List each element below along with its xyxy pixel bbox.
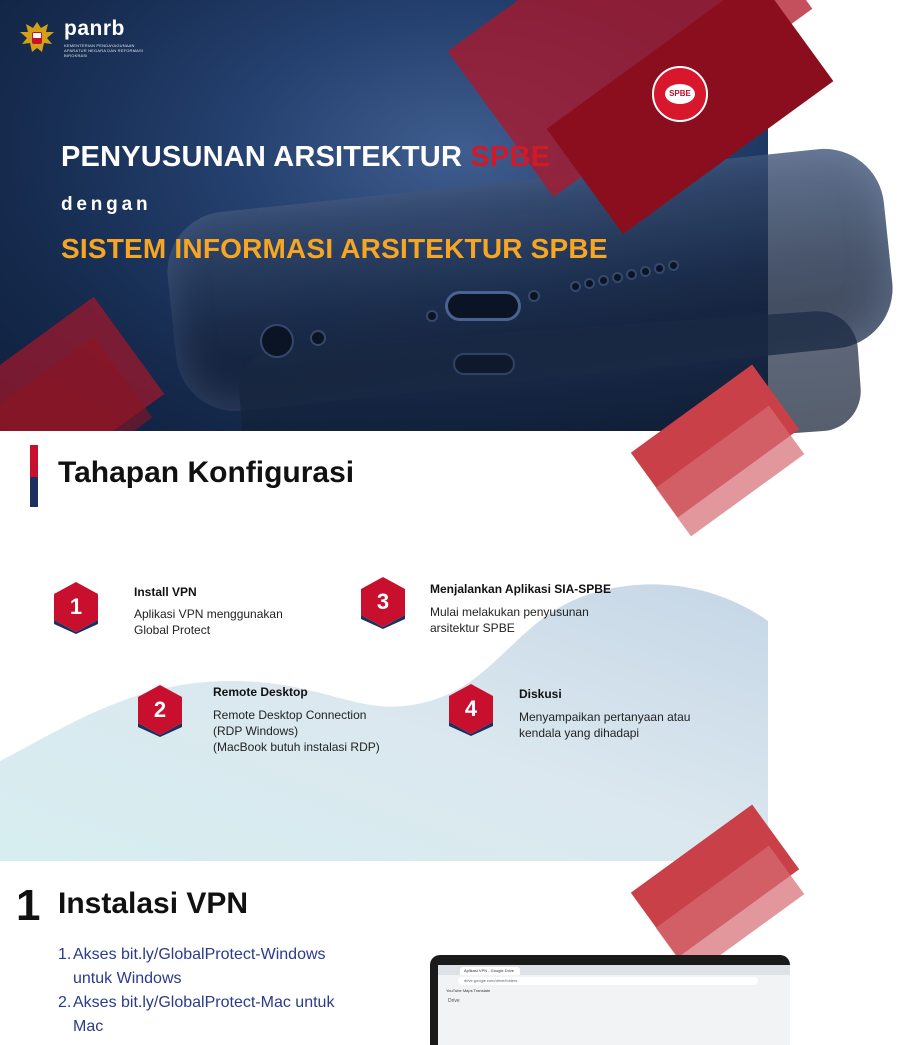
step-4-title: Diskusi <box>519 687 562 701</box>
panrb-logo <box>16 18 150 60</box>
speaker-hole <box>614 274 621 281</box>
browser-bookmarks: YouTube Maps Translate <box>446 988 491 993</box>
browser-url-bar: drive.google.com/drive/folders <box>458 977 758 985</box>
vpn-instructions-list <box>58 943 378 1039</box>
phone-port-image <box>448 294 518 318</box>
step-2-badge <box>136 683 184 737</box>
brand-subtitle: KEMENTERIAN PENDAYAGUNAAN APARATUR NEGARA DAN REFORMASI BIROKRASI <box>64 43 144 58</box>
heading-accent-red <box>30 445 38 479</box>
step-desc-line: Global Protect <box>134 623 211 637</box>
step-desc-line: Mulai melakukan penyusunan <box>430 605 589 619</box>
step-3-title: Menjalankan Aplikasi SIA-SPBE <box>430 582 611 596</box>
step-desc-line: Remote Desktop Connection <box>213 708 367 722</box>
step-number: 2 <box>153 697 167 722</box>
step-1-desc <box>134 606 283 638</box>
step-2-desc <box>213 707 380 755</box>
step-3-desc <box>430 604 589 636</box>
speaker-hole <box>600 277 607 284</box>
speaker-hole <box>642 268 649 275</box>
vpn-heading: Instalasi VPN <box>58 887 249 920</box>
cover-title <box>61 141 550 174</box>
step-1-badge <box>52 580 100 634</box>
browser-screenshot <box>430 955 790 1045</box>
list-link[interactable]: Akses bit.ly/GlobalProtect-Windows <box>73 946 326 963</box>
step-2-title: Remote Desktop <box>213 685 308 699</box>
vpn-install-slide <box>0 861 768 1035</box>
step-desc-line: kendala yang dihadapi <box>519 726 640 740</box>
configuration-steps-slide <box>0 431 768 861</box>
step-1-title: Install VPN <box>134 585 197 599</box>
steps-heading: Tahapan Konfigurasi <box>58 456 355 489</box>
screw-image <box>312 332 324 344</box>
step-desc-line: (RDP Windows) <box>213 724 299 738</box>
step-4-desc <box>519 709 690 741</box>
headphone-jack-image <box>262 326 292 356</box>
list-item <box>58 943 378 991</box>
drive-label: Drive <box>448 998 460 1004</box>
browser-tab: Aplikasi VPN - Google Drive <box>460 967 520 975</box>
garuda-emblem-icon <box>16 18 58 60</box>
screw-image <box>530 292 538 300</box>
step-desc-line: Aplikasi VPN menggunakan <box>134 607 283 621</box>
step-number: 4 <box>464 696 478 721</box>
cover-title-main: PENYUSUNAN ARSITEKTUR <box>61 141 471 173</box>
cover-connector: dengan <box>61 194 152 215</box>
speaker-hole <box>670 262 677 269</box>
wave-background <box>0 431 768 861</box>
step-number: 3 <box>376 589 390 614</box>
list-number: 1. <box>58 946 72 963</box>
seal-text: SPBE <box>665 84 695 104</box>
speaker-hole <box>572 283 579 290</box>
brand-name: panrb <box>64 17 125 40</box>
speaker-hole <box>586 280 593 287</box>
step-desc-line: Menyampaikan pertanyaan atau <box>519 710 691 724</box>
speaker-hole <box>628 271 635 278</box>
browser-tabbar <box>438 965 790 975</box>
phone-port-reflection-image <box>455 355 513 373</box>
list-item <box>58 991 378 1039</box>
list-text: Mac <box>73 1018 104 1035</box>
cover-title-highlight: SPBE <box>470 141 551 173</box>
list-number: 2. <box>58 994 72 1011</box>
list-link[interactable]: Akses bit.ly/GlobalProtect-Mac untuk <box>73 994 335 1011</box>
browser-window <box>438 965 790 1045</box>
step-desc-line: arsitektur SPBE <box>430 621 515 635</box>
speaker-hole <box>656 265 663 272</box>
section-number: 1 <box>16 881 41 930</box>
list-text: untuk Windows <box>73 970 182 987</box>
step-4-badge <box>447 682 495 736</box>
step-number: 1 <box>69 594 83 619</box>
cover-subtitle: SISTEM INFORMASI ARSITEKTUR SPBE <box>61 233 608 264</box>
step-desc-line: (MacBook butuh instalasi RDP) <box>213 740 380 754</box>
cover-slide <box>0 0 768 431</box>
heading-accent-navy <box>30 477 38 507</box>
step-3-badge <box>359 575 407 629</box>
spbe-seal-logo <box>652 66 708 122</box>
screw-image <box>428 312 436 320</box>
